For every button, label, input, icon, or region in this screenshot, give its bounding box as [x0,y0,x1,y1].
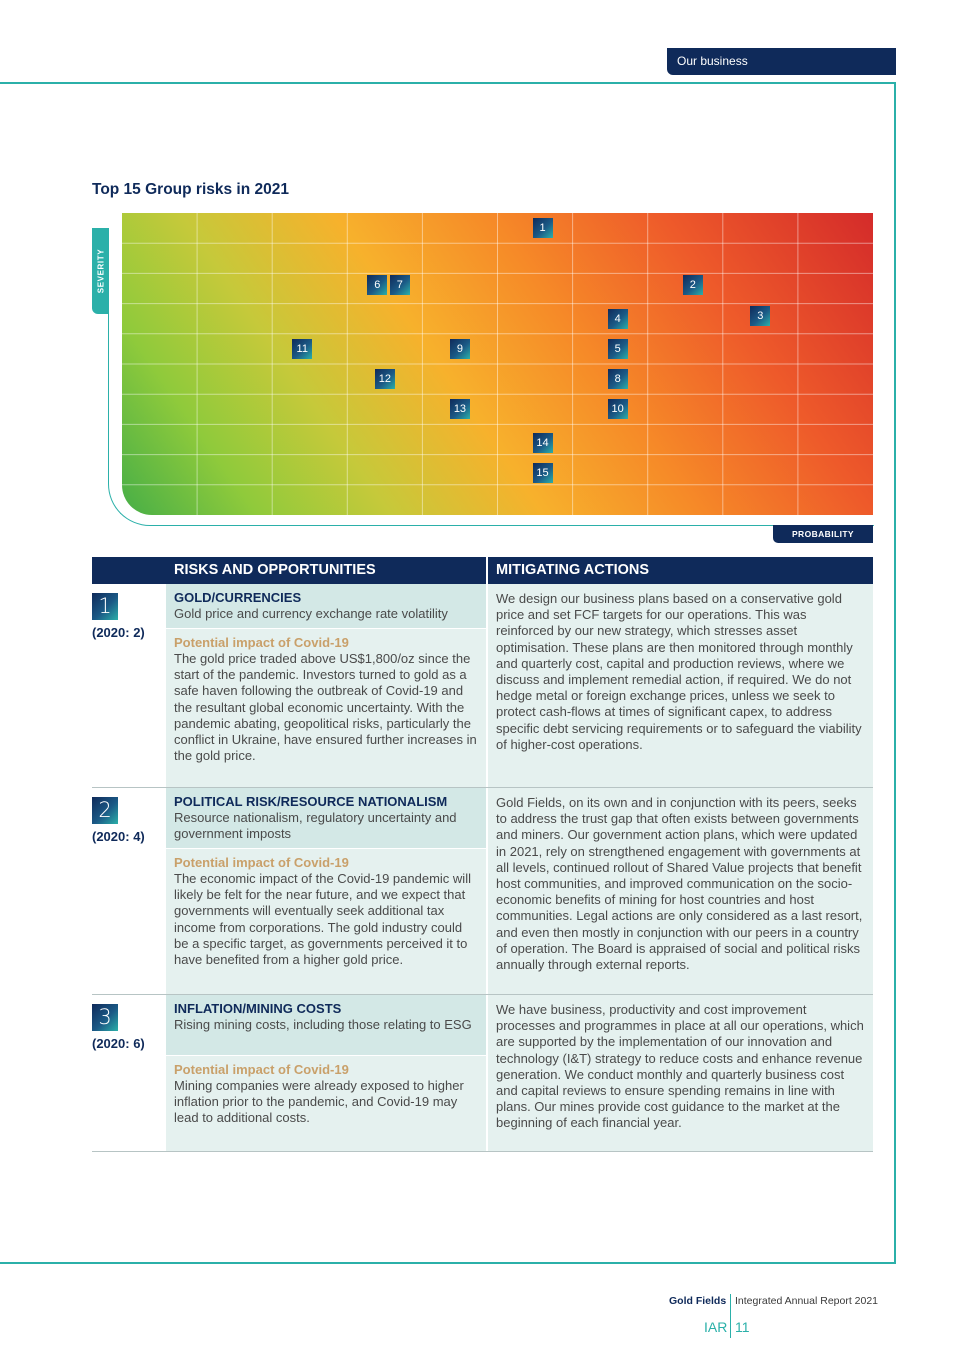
frame-line-bottom [0,1262,896,1264]
risk-heading-cell [166,995,486,1055]
frame-line-top [0,82,896,84]
risk-marker-12: 12 [375,369,395,389]
table-row [92,584,873,788]
risk-marker-3: 3 [750,306,770,326]
risk-marker-14: 14 [533,433,553,453]
risk-number-badge: 3 [92,1004,118,1031]
footer-report-title: Integrated Annual Report 2021 [735,1295,879,1307]
heatmap-gridlines [122,213,873,515]
prior-year-rank: (2020: 2) [92,625,145,640]
risk-title: POLITICAL RISK/RESOURCE NATIONALISM [174,794,448,809]
risk-marker-11: 11 [292,339,312,359]
section-label: Our business [667,48,896,75]
severity-axis-label-tab [92,228,109,314]
table-header-mitigating: MITIGATING ACTIONS [488,557,873,584]
risk-marker-15: 15 [533,463,553,483]
mitigation-text: We have business, productivity and cost improvement processes and programmes in place at all our operations, which are supported by the implementation of our innovation and technology (I&T) strategy to reduce costs and enhance revenue generation. We conduct monthly and quarterly business cost and capital reviews to ensure spending remains in line with plans. Our mines provide cost guidance to the market at the beginning of each financial year. [488,995,873,1151]
prior-year-rank: (2020: 6) [92,1036,145,1051]
table-header-blank [92,557,166,584]
prior-year-rank: (2020: 4) [92,829,145,844]
footer-divider [730,1294,731,1338]
risk-heatmap [122,213,873,515]
risk-heading-cell [166,584,486,628]
table-row [92,995,873,1152]
x-axis-label: PROBABILITY [773,525,873,543]
risk-marker-2: 2 [683,275,703,295]
risk-marker-13: 13 [450,399,470,419]
risk-title: GOLD/CURRENCIES [174,590,302,605]
table-header-risks: RISKS AND OPPORTUNITIES [166,557,486,584]
risk-number-badge: 1 [92,593,118,620]
frame-line-right [894,82,896,1264]
covid-impact-body: Mining companies were already exposed to higher inflation prior to the pandemic, and Covid-19 may lead to additional costs. [174,1078,464,1126]
covid-impact-body: The gold price traded above US$1,800/oz since the start of the pandemic. Investors turned to gold as a safe haven following the outbreak of Covid-19 and the resultant global economic uncertainty. With the pandemic abating, geopolitical risks, particularly the conflict in Ukraine, have ensured further increases in the gold price. [174,651,477,764]
footer-iar: IAR [704,1319,728,1335]
risk-subtitle: Gold price and currency exchange rate volatility [174,606,448,621]
footer-brand: Gold Fields [669,1295,727,1307]
risk-marker-7: 7 [390,275,410,295]
risk-marker-10: 10 [608,399,628,419]
covid-impact-title: Potential impact of Covid-19 [174,1062,349,1077]
risk-title: INFLATION/MINING COSTS [174,1001,342,1016]
risk-marker-5: 5 [608,339,628,359]
risk-subtitle: Rising mining costs, including those relating to ESG [174,1017,472,1032]
chart-title: Top 15 Group risks in 2021 [92,181,289,198]
risk-marker-9: 9 [450,339,470,359]
mitigation-text: Gold Fields, on its own and in conjunction with its peers, seeks to address the trust gap that often exists between governments and miners. Our government action plans, which were updated in 2021, rely on strengthened engagement with governments at all levels, continued rollout of Shared Value projects that benefit host communities, and improved communication on the socio-economic benefits of mining for host countries and host communities. Legal actions are only considered as a last resort, and even then mostly in conjunction with our peers in a country of operation. The Board is appraised of social and political risks annually through external reports. [488,788,873,994]
risk-heading-cell [166,788,486,848]
table-row [92,788,873,995]
covid-impact-title: Potential impact of Covid-19 [174,855,349,870]
covid-impact-body: The economic impact of the Covid-19 pandemic will likely be felt for the near future, and we expect that governments will eventually seek additional tax income from corporations. The gold industry could be a specific target, as governments perceived it to have benefited from a higher gold price. [174,871,471,968]
covid-impact-cell [166,849,486,994]
risk-marker-8: 8 [608,369,628,389]
risk-subtitle: Resource nationalism, regulatory uncertainty and government imposts [174,810,457,842]
risk-marker-4: 4 [608,309,628,329]
mitigation-text: We design our business plans based on a conservative gold price and set FCF targets for our operations. This was reinforced by our new strategy, which stresses asset optimisation. These plans are then monitored through monthly and quarterly cost, capital and production reviews, where we discuss and implement remedial action, if required. We do not hedge metal or foreign exchange prices, unless we seek to protect cash-flows at times of significant capex, to address specific debt servicing requirements or to safeguard the viability of higher-cost operations. [488,584,873,787]
covid-impact-cell [166,629,486,787]
risk-marker-1: 1 [533,218,553,238]
page-number: 11 [735,1319,750,1335]
covid-impact-title: Potential impact of Covid-19 [174,635,349,650]
covid-impact-cell [166,1056,486,1151]
y-axis-label: SEVERITY [96,248,105,294]
risk-number-badge: 2 [92,797,118,824]
risk-marker-6: 6 [367,275,387,295]
